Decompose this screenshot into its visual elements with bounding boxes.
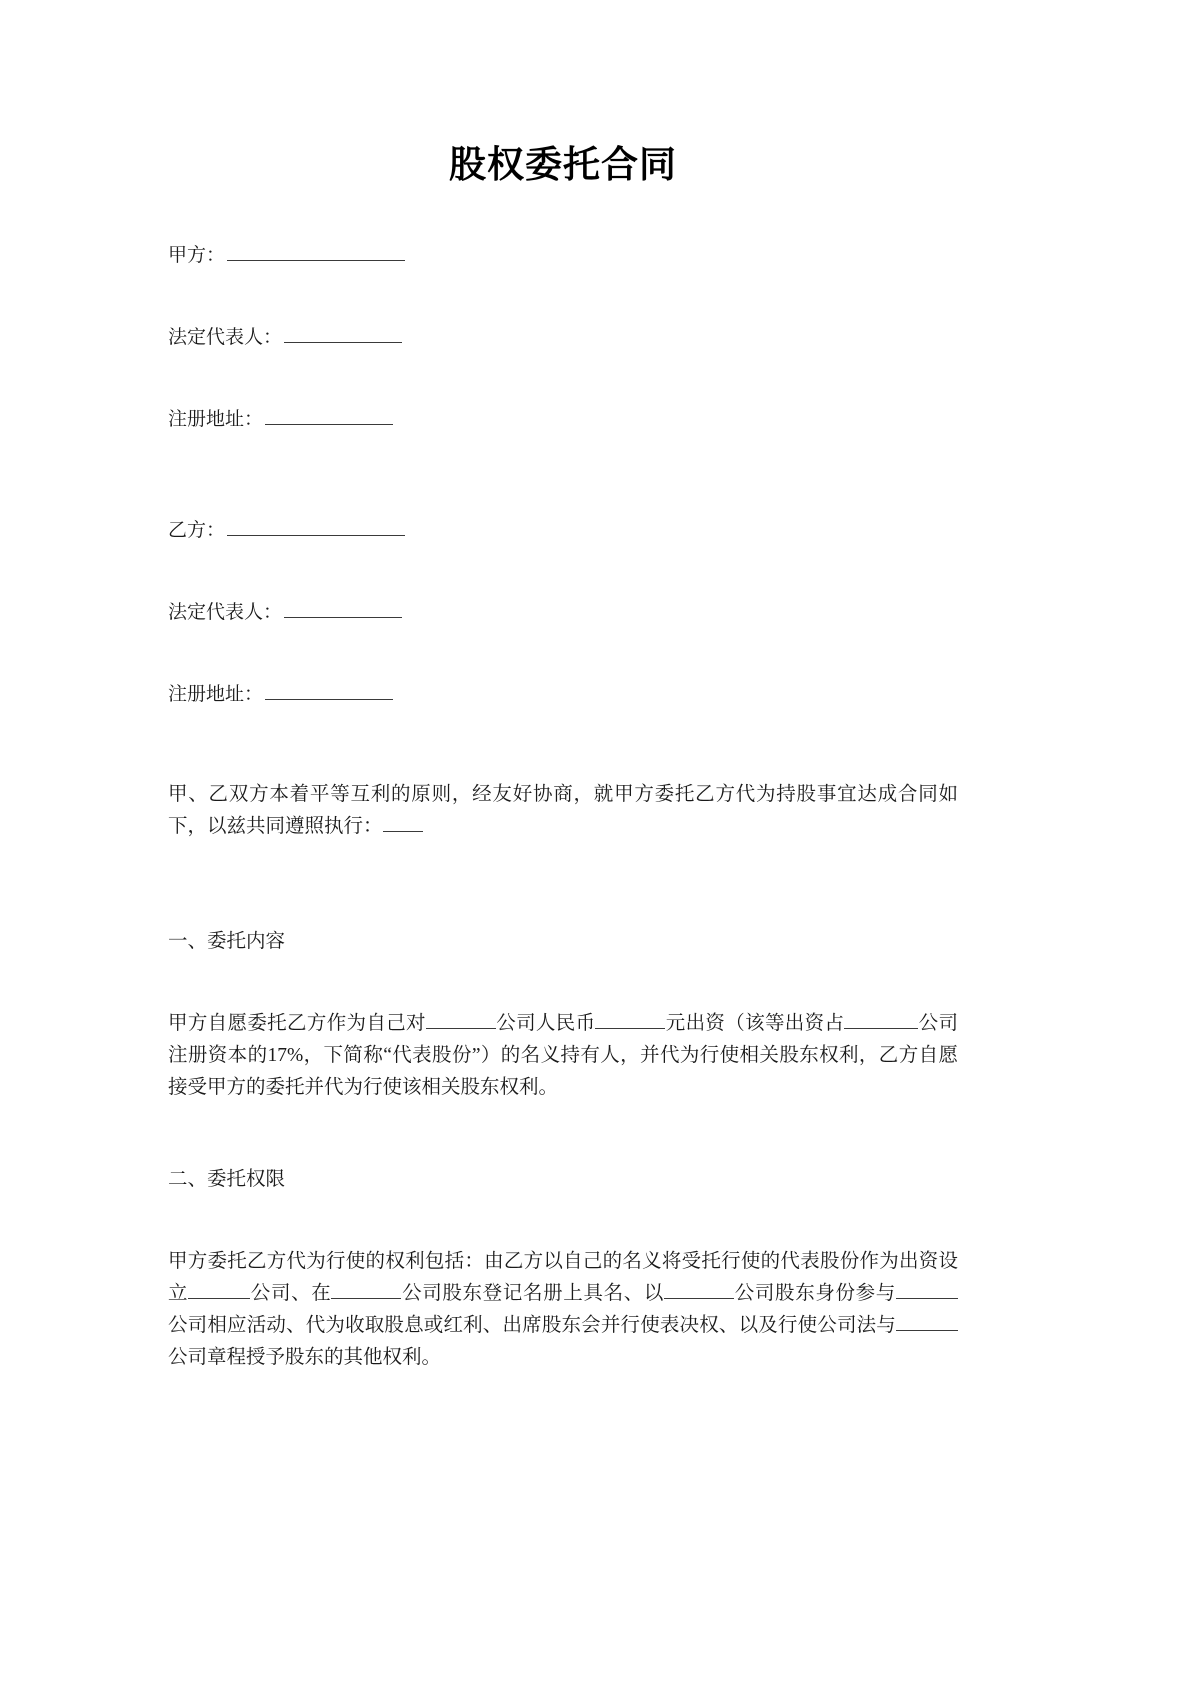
section-1-company-blank-1[interactable]: [426, 1010, 496, 1029]
party-a-name-label: 甲方：: [168, 245, 226, 267]
preamble-text: 甲、乙双方本着平等互利的原则，经友好协商，就甲方委托乙方代为持股事宜达成合同如下，以兹共同遵照执行：: [168, 784, 958, 838]
preamble-paragraph: [168, 779, 958, 843]
party-a-address-blank[interactable]: [265, 406, 393, 425]
section-2-text-part4: 公司股东身份参与: [734, 1283, 896, 1305]
page-title: 股权委托合同: [449, 144, 677, 185]
section-1-text-part1: 甲方自愿委托乙方作为自己对: [168, 1013, 426, 1035]
party-b-name-row: [168, 517, 958, 540]
section-1-text-part5: ，下简称“代表股份”）的名义持有人，并代为行使相关股东权利，乙方自愿接受甲方的委托并代为行使该相关股东权利。: [168, 1045, 958, 1099]
party-b-address-row: [168, 681, 958, 704]
party-a-address-label: 注册地址：: [168, 409, 264, 431]
party-a-name-row: [168, 242, 958, 265]
preamble-blank[interactable]: [383, 813, 423, 832]
section-1-text-part2: 公司人民币: [495, 1013, 596, 1035]
party-a-legal-rep-label: 法定代表人：: [168, 327, 283, 349]
section-1-percent-value: 17%: [267, 1045, 304, 1067]
section-1-amount-blank[interactable]: [595, 1010, 665, 1029]
party-b-address-label: 注册地址：: [168, 684, 264, 706]
party-b-name-label: 乙方：: [168, 520, 226, 542]
party-a-legal-rep-row: [168, 324, 958, 347]
section-2-text-part1: 甲方委托乙方代为行使的权利包括：由乙方以自己的名义将受托行使的代表股份作为出资设立: [168, 1251, 958, 1305]
section-2-text-part6: 公司章程授予股东的其他权利。: [168, 1347, 442, 1369]
section-1-company-blank-2[interactable]: [844, 1010, 906, 1029]
section-1-text-part3: 元出资（该等出资占: [665, 1013, 845, 1035]
party-b-legal-rep-row: [168, 599, 958, 622]
party-b-name-blank[interactable]: [227, 517, 405, 536]
section-2-company-blank-5[interactable]: [896, 1312, 958, 1331]
section-1-text-part4: 公司注册资本的: [168, 1013, 958, 1067]
section-1-paragraph: [168, 1008, 958, 1104]
party-a-address-row: [168, 406, 958, 429]
party-b-address-blank[interactable]: [265, 681, 393, 700]
section-2-heading: 二、委托权限: [168, 1169, 286, 1191]
section-2-company-blank-3[interactable]: [664, 1280, 734, 1299]
section-2-text-part5: 公司相应活动、代为收取股息或红利、出席股东会并行使表决权、以及行使公司法与: [168, 1315, 896, 1337]
section-2-text-part2: 公司、在: [250, 1283, 332, 1305]
section-2-company-blank-1[interactable]: [188, 1280, 250, 1299]
party-b-legal-rep-blank[interactable]: [284, 599, 402, 618]
section-1-company-blank-2-wrap[interactable]: [906, 1010, 918, 1029]
section-2-paragraph: [168, 1246, 958, 1374]
section-1-heading: 一、委托内容: [168, 931, 286, 953]
section-2-company-blank-2[interactable]: [331, 1280, 401, 1299]
section-2-company-blank-4[interactable]: [896, 1280, 958, 1299]
party-a-legal-rep-blank[interactable]: [284, 324, 402, 343]
party-b-legal-rep-label: 法定代表人：: [168, 602, 283, 624]
section-2-text-part3: 公司股东登记名册上具名、以: [401, 1283, 665, 1305]
party-a-name-blank[interactable]: [227, 242, 405, 261]
document-content: [168, 0, 958, 1374]
